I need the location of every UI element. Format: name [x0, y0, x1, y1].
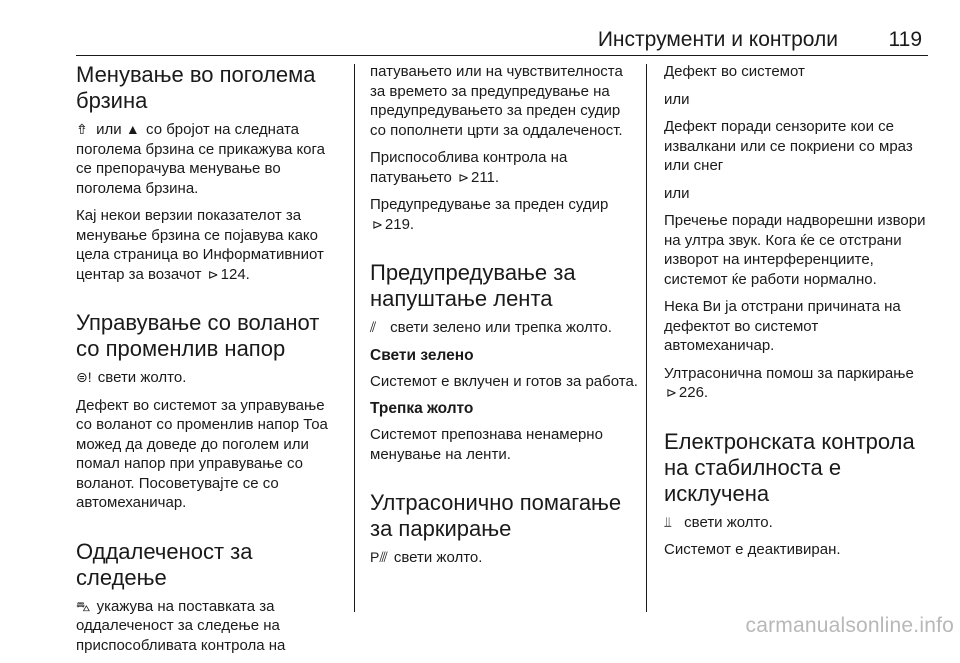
paragraph: Системот препознава ненамерно менување на ленти. [370, 426, 603, 463]
subheading-flashing: Трепка жолто [370, 400, 474, 417]
page-ref-icon: ⊳ [207, 266, 219, 282]
column-2 [370, 62, 638, 576]
paragraph: ⛍ укажува на поставката за оддалеченост за следење на приспособливата контрола на [76, 597, 286, 654]
column-3 [664, 62, 932, 568]
paragraph: P⫻ свети жолто. [370, 549, 483, 566]
section-title-lane-departure: Предупредување за напуштање лента [370, 260, 576, 311]
arrow-up-icon: ▲ [125, 121, 140, 137]
section-title-following-distance: Оддалеченост за следење [76, 538, 253, 590]
paragraph: Дефект во системот [664, 63, 805, 80]
paragraph: Системот е деактивиран. [664, 541, 841, 558]
paragraph: ⊜! свети жолто. [76, 369, 187, 386]
column-divider [646, 64, 647, 612]
column-divider [354, 64, 355, 612]
lane-departure-icon: ⫽ [370, 319, 377, 335]
paragraph: Приспособлива контрола на патувањето ⊳ 211. [370, 149, 568, 186]
paragraph: Ултрасонична помош за паркирање ⊳ 226. [664, 364, 914, 401]
page-ref: 211. [470, 168, 500, 186]
paragraph: Предупредување за преден судир ⊳ 219. [370, 196, 609, 233]
watermark: carmanualsonline.info [745, 614, 954, 637]
page-ref-icon: ⊳ [666, 385, 677, 400]
page-ref-icon: ⊳ [372, 216, 383, 232]
page-ref: 219. [384, 215, 415, 233]
paragraph: ⇮ или ▲ со бројот на следната поголема брзина се прикажува кога се препорачува менување во поголема брзина. [76, 121, 326, 197]
section-title-esc-off: Електронската контрола на стабилноста е исклучена [664, 428, 915, 506]
paragraph: Нека Ви ја отстрани причината на дефектот во системот автомеханичар. [664, 298, 901, 354]
paragraph: ⫽ свети зелено или трепка жолто. [370, 319, 612, 336]
section-title-shift: Менување во поголема брзина [76, 62, 316, 113]
paragraph: или [664, 90, 690, 108]
paragraph: Дефект поради сензорите кои се извалкани или се покриени со мраз или снег [664, 118, 913, 174]
paragraph: ⫫ свети жолто. [664, 513, 773, 531]
paragraph: Дефект во системот за управување со воланот со променлив напор Тоа можед да доведе до поголем или помал напор при управување со воланот. Посоветувајте се со автомеханичар. [76, 396, 328, 511]
following-distance-icon: ⛍ [76, 597, 91, 614]
esc-off-icon: ⫫ [664, 513, 672, 530]
page-header [76, 22, 928, 54]
paragraph: Системот е вклучен и готов за работа. [370, 372, 638, 390]
section-title-parking-assist: Ултрасонично помагање за паркирање [370, 490, 622, 541]
header-rule [76, 55, 928, 56]
parking-assist-icon: P⫻ [370, 549, 388, 565]
page-ref: 124. [220, 265, 250, 283]
page-ref: 226. [678, 384, 709, 401]
paragraph: Кај некои верзии показателот за менување брзина се појавува како цела страница во Информативниот центар за возачот ⊳ 124. [76, 207, 324, 283]
section-title-steering: Управување со воланот со променлив напор [76, 310, 320, 361]
subheading-green: Свети зелено [370, 346, 474, 364]
steering-warning-icon: ⊜! [76, 369, 92, 385]
paragraph: Пречење поради надворешни извори на ултра звук. Кога ќе се отстрани изворот на интерференциите, системот ќе работи нормално. [664, 212, 926, 288]
upshift-icon: ⇮ [76, 121, 88, 137]
column-1 [76, 62, 344, 663]
page-ref-icon: ⊳ [458, 169, 469, 185]
paragraph: или [664, 184, 690, 202]
paragraph: патувањето или на чувствителноста за времето за предупредување на предупредувањето за преден судир со пополнети црти за оддалеченост. [370, 63, 623, 139]
page-number: 119 [888, 28, 922, 51]
chapter-title: Инструменти и контроли [597, 28, 838, 51]
